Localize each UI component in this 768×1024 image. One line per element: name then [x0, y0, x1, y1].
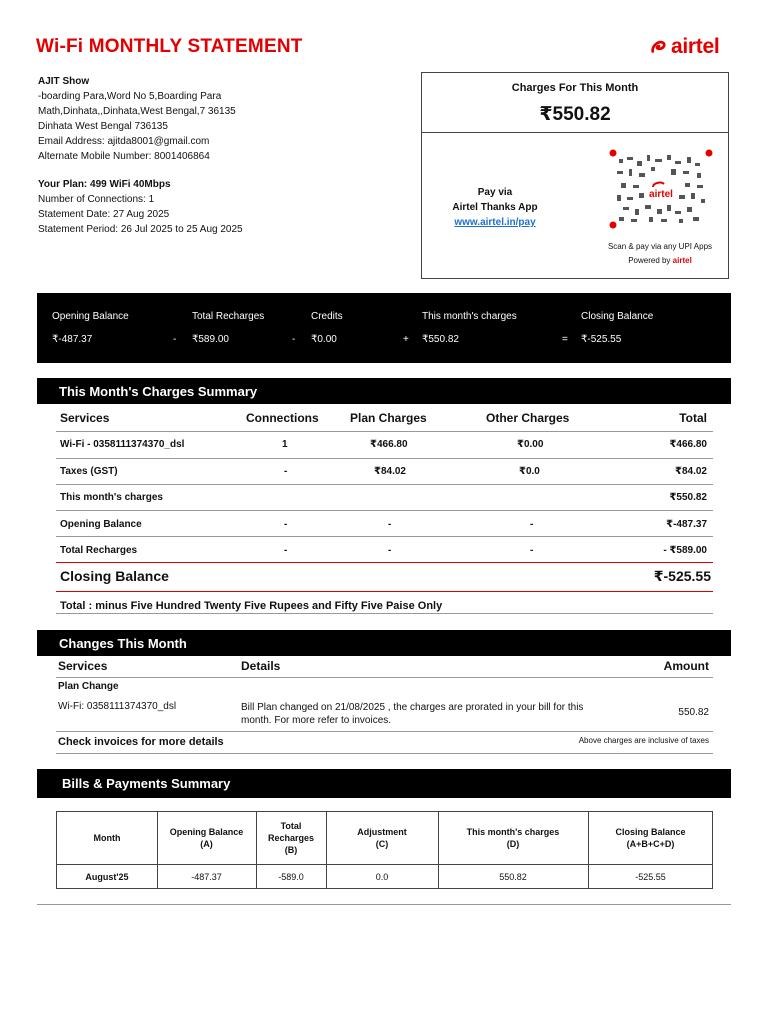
operator-minus: - [292, 334, 296, 345]
closing-balance-value: ₹-525.55 [581, 334, 622, 345]
table-header-row [56, 404, 713, 432]
operator-minus: - [173, 334, 177, 345]
header-text: (D) [506, 839, 520, 849]
closing-balance-row [56, 563, 713, 592]
table-row [56, 459, 713, 485]
airtel-swirl-icon [650, 38, 668, 56]
month-value: August'25 [85, 872, 129, 882]
plan-charges-value: - [388, 545, 392, 556]
plan-charges-value: ₹84.02 [374, 466, 406, 477]
opening-balance-label: Opening Balance [52, 311, 129, 322]
details-line: month. For more refer to invoices. [241, 715, 392, 726]
pay-via-block [422, 185, 568, 230]
col-plan-charges: Plan Charges [350, 411, 427, 425]
check-invoices-note: Check invoices for more details [58, 736, 224, 748]
col-closing-balance [588, 812, 713, 864]
svg-text:airtel: airtel [649, 189, 673, 200]
statement-date: Statement Date: 27 Aug 2025 [38, 209, 170, 220]
number-of-connections: Number of Connections: 1 [38, 194, 155, 205]
opening-balance-value: -487.37 [191, 872, 222, 882]
credits-label: Credits [311, 311, 343, 322]
connections-value: - [284, 466, 288, 477]
col-adjustment [326, 812, 438, 864]
your-plan: Your Plan: 499 WiFi 40Mbps [38, 179, 171, 190]
total-recharges-value: -589.0 [278, 872, 304, 882]
address-line: -boarding Para,Word No 5,Boarding Para [38, 91, 222, 102]
bills-summary-title: Bills & Payments Summary [37, 769, 731, 798]
closing-balance-label: Closing Balance [581, 311, 654, 322]
customer-alt-mobile: Alternate Mobile Number: 8001406864 [38, 151, 210, 162]
charges-amount: ₹550.82 [539, 104, 611, 125]
col-amount: Amount [663, 659, 709, 673]
table-row [56, 432, 713, 459]
total-in-words: Total : minus Five Hundred Twenty Five Rupees and Fifty Five Paise Only [60, 600, 443, 612]
customer-address [38, 74, 236, 164]
pay-via-label: Pay via [477, 187, 513, 198]
changes-footer [56, 732, 713, 754]
plan-info [38, 177, 243, 237]
table-row [56, 485, 713, 511]
bills-summary-table [56, 811, 713, 889]
bottom-divider [37, 904, 731, 905]
plan-charges-value: - [388, 519, 392, 530]
table-row [56, 511, 713, 537]
address-line: Dinhata West Bengal 736135 [38, 121, 168, 132]
statement-period: Statement Period: 26 Jul 2025 to 25 Aug 2025 [38, 224, 243, 235]
powered-by-label: Powered by [628, 256, 671, 265]
total-recharges-label: Total Recharges [192, 311, 265, 322]
opening-balance-value: ₹-487.37 [52, 334, 93, 345]
total-value: - ₹589.00 [663, 545, 707, 556]
customer-email: Email Address: ajitda8001@gmail.com [38, 136, 210, 147]
service-name: Total Recharges [60, 545, 138, 556]
closing-balance-value: -525.55 [635, 872, 666, 882]
payment-box [421, 72, 729, 279]
connections-value: 1 [282, 439, 288, 450]
upi-qr-code-icon[interactable] [609, 149, 713, 229]
other-charges-value: - [530, 545, 534, 556]
details-line: Bill Plan changed on 21/08/2025 , the charges are prorated in your bill for this [241, 702, 584, 713]
other-charges-value: ₹0.0 [519, 466, 540, 477]
operator-equals: = [562, 334, 568, 345]
header-text: Total [280, 821, 302, 831]
powered-by-brand: airtel [672, 256, 692, 265]
total-value: ₹550.82 [669, 492, 707, 503]
col-month [57, 812, 157, 864]
service-name: Taxes (GST) [60, 466, 118, 477]
credits-value: ₹0.00 [311, 334, 337, 345]
header-text: (A+B+C+D) [626, 839, 675, 849]
service-name: Opening Balance [60, 519, 142, 530]
airtel-logo [650, 35, 719, 59]
header-text: (B) [284, 845, 298, 855]
service-name: Wi-Fi - 0358111374370_dsl [60, 439, 185, 450]
changes-title: Changes This Month [37, 630, 731, 656]
total-value: ₹84.02 [675, 466, 707, 477]
plan-change-label: Plan Change [58, 681, 119, 692]
airtel-wordmark: airtel [671, 35, 720, 58]
col-opening-balance [157, 812, 256, 864]
table-header-row [56, 656, 713, 678]
service-name: Wi-Fi: 0358111374370_dsl [58, 701, 177, 712]
closing-balance-label: Closing Balance [60, 568, 169, 584]
address-line: Math,Dinhata,,Dinhata,West Bengal,7 36135 [38, 106, 236, 117]
col-connections: Connections [246, 411, 319, 425]
header-text: This month's charges [466, 827, 560, 837]
col-total-recharges [256, 812, 326, 864]
header-text: Opening Balance [169, 827, 244, 837]
col-month-charges [438, 812, 588, 864]
closing-balance-value: ₹-525.55 [653, 568, 711, 584]
other-charges-value: ₹0.00 [517, 439, 544, 450]
pay-link[interactable]: www.airtel.in/pay [454, 217, 536, 228]
qr-caption [590, 240, 730, 268]
charges-title: Charges For This Month [511, 82, 639, 94]
month-charges-value: 550.82 [499, 872, 527, 882]
plan-charges-value: ₹466.80 [370, 439, 408, 450]
table-row [56, 678, 713, 732]
operator-plus: + [403, 334, 409, 345]
total-in-words-row [56, 592, 713, 614]
col-total: Total [679, 411, 707, 425]
charges-summary-title: This Month's Charges Summary [37, 378, 731, 404]
divider [422, 132, 728, 133]
month-charges-value: ₹550.82 [422, 334, 459, 345]
header-text: Closing Balance [615, 827, 686, 837]
total-recharges-value: ₹589.00 [192, 334, 229, 345]
header-text: (C) [375, 839, 389, 849]
total-value: ₹466.80 [669, 439, 707, 450]
total-value: ₹-487.37 [666, 519, 707, 530]
connections-value: - [284, 519, 288, 530]
customer-name: AJIT Show [38, 76, 90, 87]
month-charges-label: This month's charges [422, 311, 517, 322]
col-details: Details [241, 659, 281, 673]
connections-value: - [284, 545, 288, 556]
powered-by [590, 254, 730, 268]
charges-summary-table [56, 404, 713, 614]
service-name: This month's charges [60, 492, 163, 503]
qr-caption-text: Scan & pay via any UPI Apps [607, 242, 713, 251]
col-services: Services [60, 411, 110, 425]
header-text: (A) [200, 839, 213, 849]
change-details [241, 701, 583, 727]
header-text: Adjustment [357, 827, 407, 837]
col-other-charges: Other Charges [486, 411, 570, 425]
statement-title: Wi-Fi MONTHLY STATEMENT [36, 36, 303, 57]
balance-summary-bar [37, 293, 731, 363]
other-charges-value: - [530, 519, 534, 530]
header-text: Recharges [267, 833, 315, 843]
col-services: Services [58, 659, 108, 673]
table-row [56, 537, 713, 563]
app-name: Airtel Thanks App [452, 202, 538, 213]
header-text: Month [93, 833, 121, 843]
adjustment-value: 0.0 [375, 872, 389, 882]
changes-table [56, 656, 713, 756]
change-amount: 550.82 [678, 707, 709, 718]
taxes-note: Above charges are inclusive of taxes [578, 736, 709, 745]
